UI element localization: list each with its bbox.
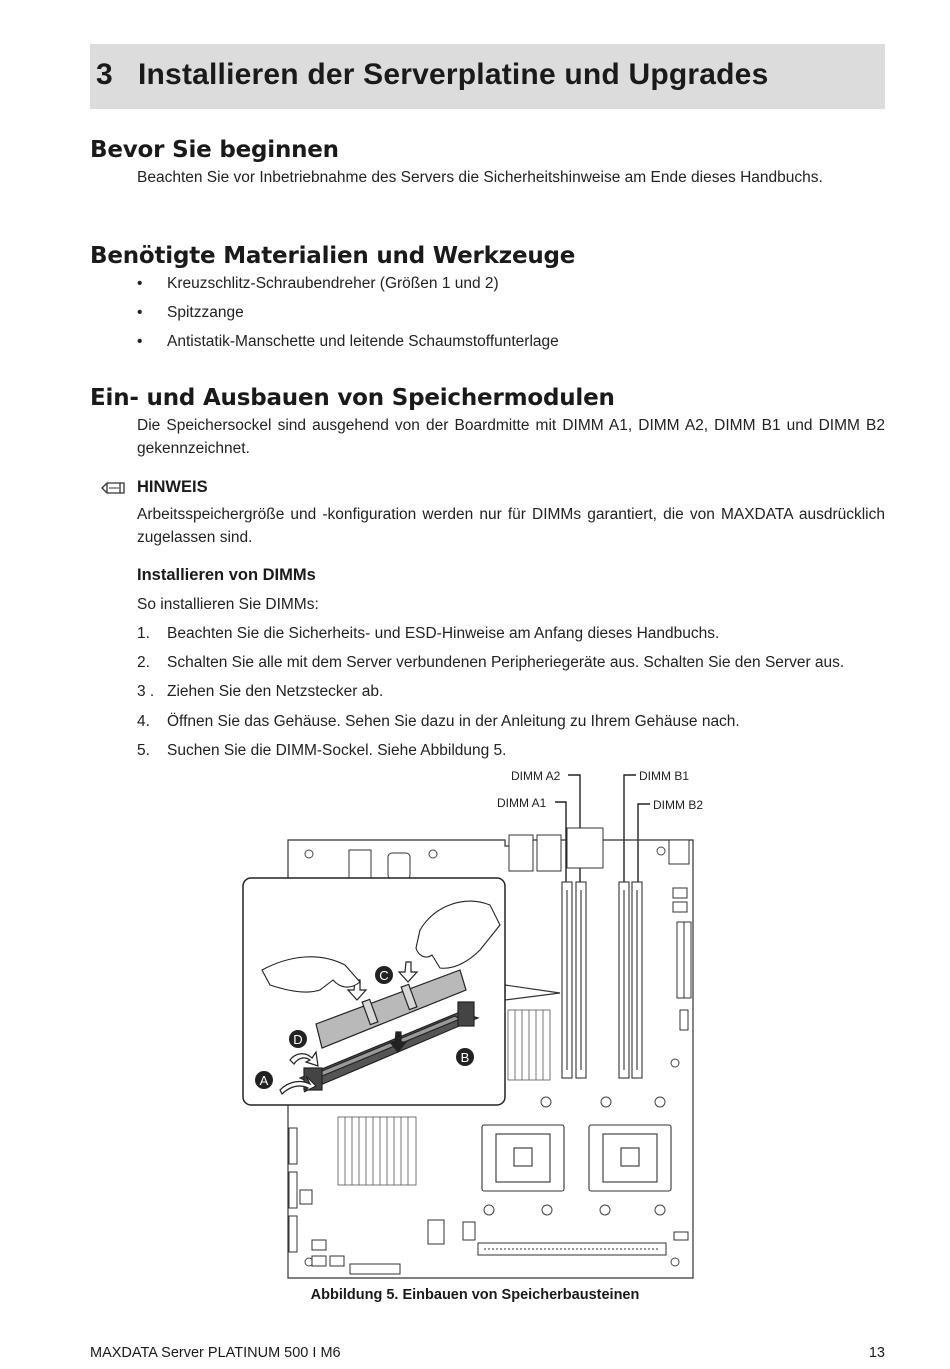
section-heading-materials: Benötigte Materialien und Werkzeuge	[90, 243, 576, 269]
list-item: • Spitzzange	[137, 304, 244, 321]
list-item: 1. Beachten Sie die Sicherheits- und ESD-Hinweise am Anfang dieses Handbuchs.	[137, 625, 720, 642]
footer-product: MAXDATA Server PLATINUM 500 I M6	[90, 1345, 341, 1361]
label-dimm-a1: DIMM A1	[497, 796, 547, 810]
label-dimm-a2: DIMM A2	[511, 769, 561, 783]
figure-board-illustration	[240, 765, 710, 1290]
callout-d: D	[293, 1032, 303, 1047]
list-item: 3 . Ziehen Sie den Netzstecker ab.	[137, 683, 384, 700]
section-text-before-start: Beachten Sie vor Inbetriebnahme des Servers die Sicherheitshinweise am Ende dieses Handbuchs.	[137, 169, 823, 186]
pci-slot	[478, 1243, 666, 1255]
subheading-install-dimms: Installieren von DIMMs	[137, 566, 316, 584]
cpu-sockets	[482, 1125, 671, 1191]
callout-c: C	[379, 968, 389, 983]
list-item: 4. Öffnen Sie das Gehäuse. Sehen Sie dazu in der Anleitung zu Ihrem Gehäuse nach.	[137, 713, 740, 730]
steps-intro: So installieren Sie DIMMs:	[137, 596, 319, 613]
note-label: HINWEIS	[137, 478, 208, 496]
callout-b: B	[460, 1050, 470, 1065]
figure-caption: Abbildung 5. Einbauen von Speicherbausteinen	[310, 1287, 640, 1303]
callout-a: A	[259, 1073, 269, 1088]
section-heading-memory: Ein- und Ausbauen von Speichermodulen	[90, 385, 615, 411]
list-item: 5. Suchen Sie die DIMM-Sockel. Siehe Abbildung 5.	[137, 742, 507, 759]
footer-page-number: 13	[868, 1345, 885, 1361]
list-item: • Kreuzschlitz-Schraubendreher (Größen 1 und 2)	[137, 275, 499, 292]
note-text: Arbeitsspeichergröße und -konfiguration werden nur für DIMMs garantiert, die von MAXDATA ausdrücklich zugelassen sind.	[137, 506, 885, 546]
chapter-title: 3 Installieren der Serverplatine und Upgrades	[96, 58, 769, 91]
dimm-sockets	[562, 882, 642, 1078]
section-text-memory: Die Speichersockel sind ausgehend von der Boardmitte mit DIMM A1, DIMM A2, DIMM B1 und DIMM B2 gekennzeichnet.	[137, 417, 885, 457]
inset-dimm-install	[243, 878, 560, 1105]
section-heading-before-start: Bevor Sie beginnen	[90, 137, 339, 163]
list-item: • Antistatik-Manschette und leitende Schaumstoffunterlage	[137, 333, 559, 350]
list-item: 2. Schalten Sie alle mit dem Server verbundenen Peripheriegeräte aus. Schalten Sie den Server aus.	[137, 654, 845, 671]
label-dimm-b2: DIMM B2	[653, 798, 704, 812]
power-connector	[677, 922, 691, 998]
label-dimm-b1: DIMM B1	[639, 769, 690, 783]
pencil-icon	[100, 481, 126, 495]
